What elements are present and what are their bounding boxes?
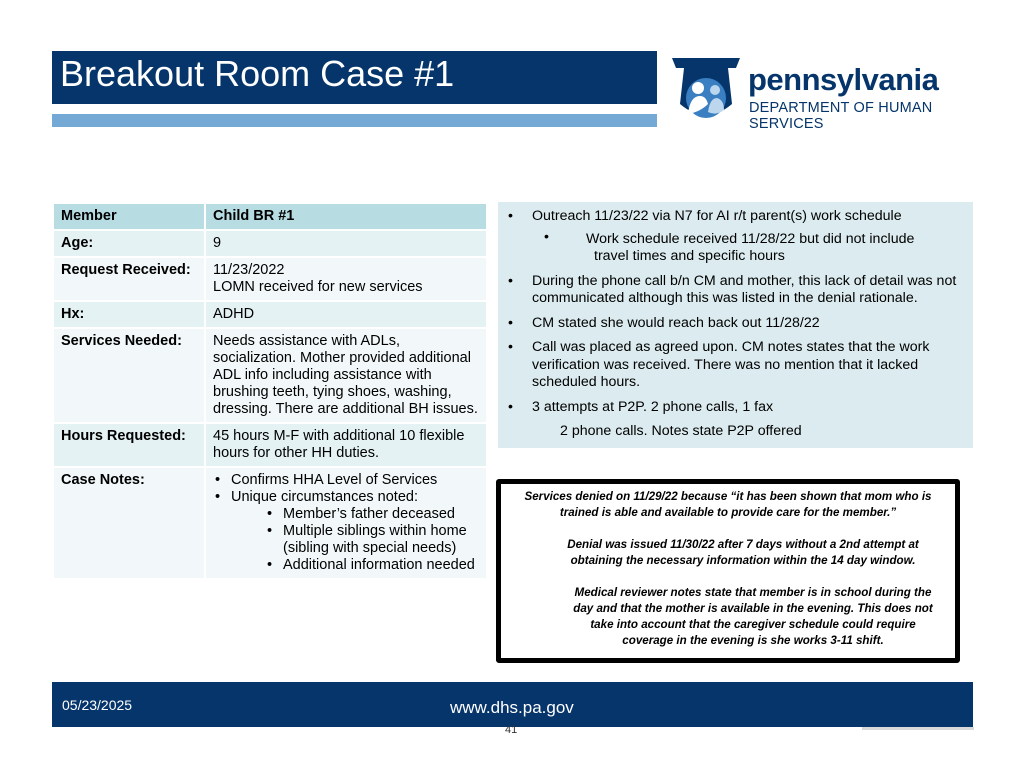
case-notes-sublist bbox=[213, 506, 479, 574]
request-date: 11/23/2022 bbox=[213, 262, 285, 278]
bullet-icon: • bbox=[508, 272, 513, 289]
row-value: Child BR #1 bbox=[205, 203, 487, 230]
outreach-notes-panel bbox=[498, 202, 973, 448]
note-text: During the phone call b/n CM and mother, this lack of detail was not communicated although this was listed in the denial rationale. bbox=[532, 272, 957, 306]
list-item: • Multiple siblings within home (sibling with special needs) bbox=[265, 523, 479, 557]
bullet-icon: • bbox=[508, 398, 513, 415]
row-key: Member bbox=[53, 203, 205, 230]
row-value: ADHD bbox=[205, 301, 487, 328]
note-text: 3 attempts at P2P. 2 phone calls, 1 fax bbox=[532, 398, 774, 415]
row-key: Request Received: bbox=[53, 257, 205, 301]
row-value: 45 hours M-F with additional 10 flexible hours for other HH duties. bbox=[205, 423, 487, 467]
row-value: 9 bbox=[205, 230, 487, 257]
bullet-icon: • bbox=[508, 339, 513, 355]
table-row bbox=[53, 467, 487, 579]
table-row bbox=[53, 301, 487, 328]
footer-url[interactable]: www.dhs.pa.gov bbox=[450, 698, 574, 717]
list-item: • Confirms HHA Level of Services bbox=[213, 472, 479, 489]
case-notes-list bbox=[213, 472, 479, 506]
page-number: 41 bbox=[505, 724, 518, 736]
footer-shadow bbox=[862, 727, 974, 730]
row-value: Needs assistance with ADLs, socialization. Mother provided additional ADL info including assistance with brushing teeth, tying shoes, washing, dressing. There are additional BH issues. bbox=[205, 328, 487, 423]
table-row bbox=[53, 203, 487, 230]
list-item: • Unique circumstances noted: bbox=[213, 489, 479, 506]
note-text: travel times and specific hours bbox=[594, 248, 785, 264]
row-key: Age: bbox=[53, 230, 205, 257]
row-key: Services Needed: bbox=[53, 328, 205, 423]
logo-wordmark: pennsylvania bbox=[748, 62, 939, 97]
table-row bbox=[53, 257, 487, 301]
list-item bbox=[508, 228, 963, 266]
note-text: Call was placed as agreed upon. CM notes states that the work verification was received. There was no mention that it lacked scheduled hours. bbox=[532, 339, 930, 390]
table-row bbox=[53, 423, 487, 467]
denial-issued-note: Denial was issued 11/30/22 after 7 days without a 2nd attempt at obtaining the necessary information within the 14 day window. bbox=[567, 538, 919, 567]
keystone-family-icon bbox=[670, 54, 742, 126]
row-value bbox=[205, 257, 487, 301]
denial-reason: Services denied on 11/29/22 because “it has been shown that mom who is trained is able and available to provide care for the member.” bbox=[524, 490, 932, 519]
list-item bbox=[508, 208, 963, 226]
note-text: CM stated she would reach back out 11/28/22 bbox=[532, 314, 820, 331]
row-value bbox=[205, 467, 487, 579]
request-detail: LOMN received for new services bbox=[213, 279, 423, 295]
bullet-icon: • bbox=[508, 208, 513, 224]
list-item bbox=[508, 339, 963, 392]
row-key: Hx: bbox=[53, 301, 205, 328]
note-text: Work schedule received 11/28/22 but did not include bbox=[586, 230, 915, 247]
row-key: Case Notes: bbox=[53, 467, 205, 579]
list-item: • Member’s father deceased bbox=[265, 506, 479, 523]
bullet-icon: • bbox=[508, 314, 513, 331]
note-text: Outreach 11/23/22 via N7 for AI r/t parent(s) work schedule bbox=[532, 208, 902, 224]
denial-callout-box bbox=[496, 479, 960, 663]
pa-dhs-logo bbox=[670, 54, 1000, 132]
table-row bbox=[53, 230, 487, 257]
medical-reviewer-note: Medical reviewer notes state that member is in school during the day and that the mother is available in the evening. This does not take into account that the caregiver schedule could require coverage in the evening is she works 3-11 shift. bbox=[573, 586, 933, 647]
note-text: 2 phone calls. Notes state P2P offered bbox=[560, 423, 802, 439]
list-item bbox=[508, 273, 963, 308]
title-accent-bar bbox=[52, 114, 657, 127]
list-item: • Additional information needed bbox=[265, 557, 479, 574]
footer-date: 05/23/2025 bbox=[62, 697, 133, 713]
footer-bar bbox=[52, 682, 973, 727]
bullet-icon: • bbox=[544, 228, 549, 245]
slide-title: Breakout Room Case #1 bbox=[52, 51, 657, 104]
row-key: Hours Requested: bbox=[53, 423, 205, 467]
case-details-table bbox=[52, 202, 488, 580]
list-item bbox=[508, 399, 963, 417]
table-row bbox=[53, 328, 487, 423]
list-item bbox=[508, 315, 963, 333]
logo-department: DEPARTMENT OF HUMAN SERVICES bbox=[749, 100, 933, 132]
